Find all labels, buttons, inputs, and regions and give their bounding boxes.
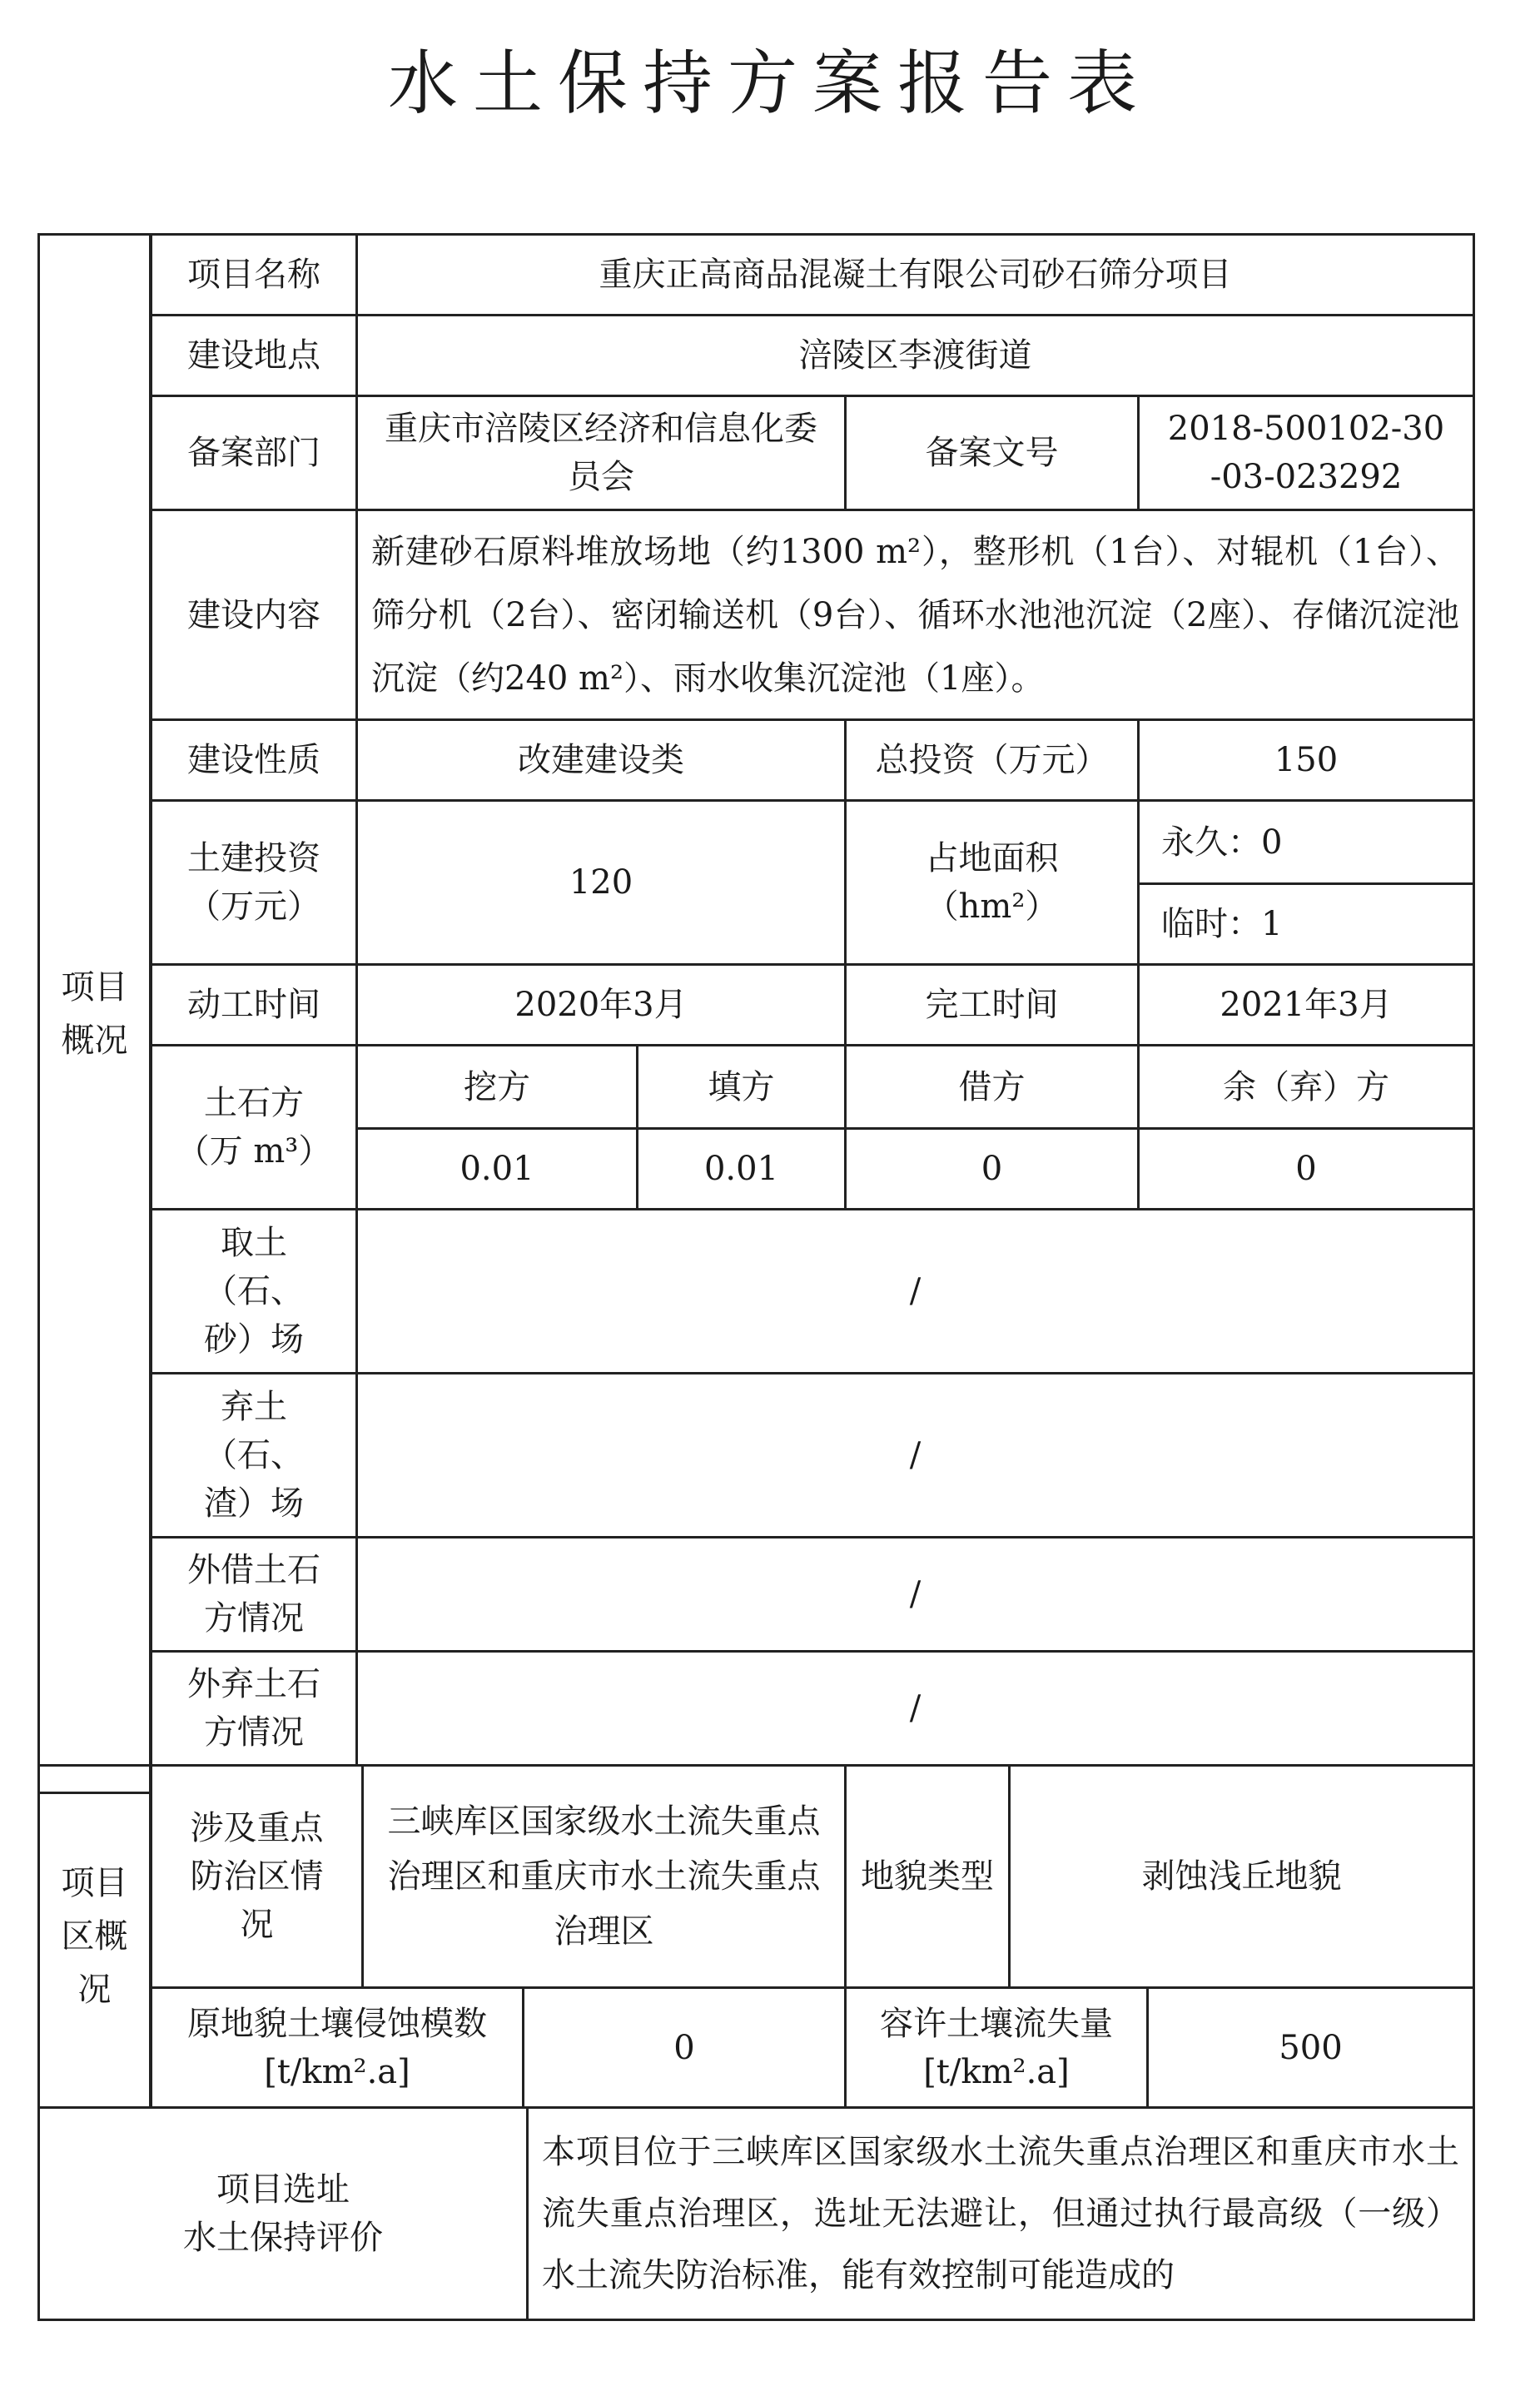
- filing-dept-value: 重庆市涪陵区经济和信息化委员会: [355, 395, 847, 511]
- allowable-loss-label: 容许土壤流失量 [t/km².a]: [844, 1986, 1149, 2109]
- erosion-modulus-label: 原地貌土壤侵蚀模数 [t/km².a]: [150, 1986, 524, 2109]
- start-time-value: 2020年3月: [355, 963, 847, 1046]
- external-borrow-label: 外借土石 方情况: [150, 1536, 358, 1653]
- borrow-site-value: /: [355, 1208, 1475, 1374]
- filing-no-label: 备案文号: [844, 395, 1140, 511]
- nature-label: 建设性质: [150, 718, 358, 802]
- site-eval-value: 本项目位于三峡库区国家级水土流失重点治理区和重庆市水土流失重点治理区，选址无法避让，但通过执行最高级（一级）水土流失防治标准，能有效控制可能造成的: [526, 2106, 1475, 2321]
- earthwork-header-cut: 挖方: [355, 1044, 638, 1130]
- project-name-label: 项目名称: [150, 233, 358, 316]
- borrow-site-label: 取土 （石、 砂）场: [150, 1208, 358, 1374]
- earthwork-label: 土石方 （万 m³）: [150, 1044, 358, 1210]
- document-title: 水土保持方案报告表: [387, 42, 1152, 124]
- end-time-label: 完工时间: [844, 963, 1140, 1046]
- land-area-label: 占地面积 （hm²）: [844, 799, 1140, 966]
- civil-invest-label: 土建投资 （万元）: [150, 799, 358, 966]
- end-time-value: 2021年3月: [1137, 963, 1475, 1046]
- location-label: 建设地点: [150, 314, 358, 397]
- start-time-label: 动工时间: [150, 963, 358, 1046]
- external-spoil-label: 外弃土石 方情况: [150, 1650, 358, 1767]
- earthwork-value-cut: 0.01: [355, 1127, 638, 1210]
- earthwork-value-borrow: 0: [844, 1127, 1140, 1210]
- landform-value: 剥蚀浅丘地貌: [1008, 1764, 1475, 1989]
- key-area-value: 三峡库区国家级水土流失重点治理区和重庆市水土流失重点治理区: [361, 1764, 847, 1989]
- external-spoil-value: /: [355, 1650, 1475, 1767]
- earthwork-header-borrow: 借方: [844, 1044, 1140, 1130]
- location-value: 涪陵区李渡街道: [355, 314, 1475, 397]
- spoil-site-value: /: [355, 1372, 1475, 1538]
- spoil-site-label: 弃土 （石、 渣）场: [150, 1372, 358, 1538]
- content-value: 新建砂石原料堆放场地（约1300 m²），整形机（1台）、对辊机（1台）、筛分机（2台）、密闭输送机（9台）、循环水池池沉淀（2座）、存储沉淀池沉淀（约240 m²）、雨水收集沉淀池（1座）。: [355, 509, 1475, 721]
- content-label: 建设内容: [150, 509, 358, 721]
- earthwork-value-fill: 0.01: [636, 1127, 847, 1210]
- filing-dept-label: 备案部门: [150, 395, 358, 511]
- earthwork-header-fill: 填方: [636, 1044, 847, 1130]
- allowable-loss-value: 500: [1146, 1986, 1475, 2109]
- nature-value: 改建建设类: [355, 718, 847, 802]
- earthwork-value-surplus: 0: [1137, 1127, 1475, 1210]
- project-name-value: 重庆正高商品混凝土有限公司砂石筛分项目: [355, 233, 1475, 316]
- earthwork-header-surplus: 余（弃）方: [1137, 1044, 1475, 1130]
- total-invest-value: 150: [1137, 718, 1475, 802]
- key-area-label: 涉及重点 防治区情 况: [150, 1764, 364, 1989]
- section-project-overview: 项目 概况: [37, 233, 152, 1794]
- section-area-overview: 项目 区概 况: [37, 1764, 152, 2109]
- site-eval-label: 项目选址 水土保持评价: [37, 2106, 529, 2321]
- filing-no-value: 2018-500102-30-03-023292: [1137, 395, 1475, 511]
- land-temporary: 临时：1: [1137, 882, 1475, 966]
- land-permanent: 永久：0: [1137, 799, 1475, 885]
- erosion-modulus-value: 0: [522, 1986, 847, 2109]
- landform-label: 地貌类型: [844, 1764, 1011, 1989]
- civil-invest-value: 120: [355, 799, 847, 966]
- total-invest-label: 总投资（万元）: [844, 718, 1140, 802]
- external-borrow-value: /: [355, 1536, 1475, 1653]
